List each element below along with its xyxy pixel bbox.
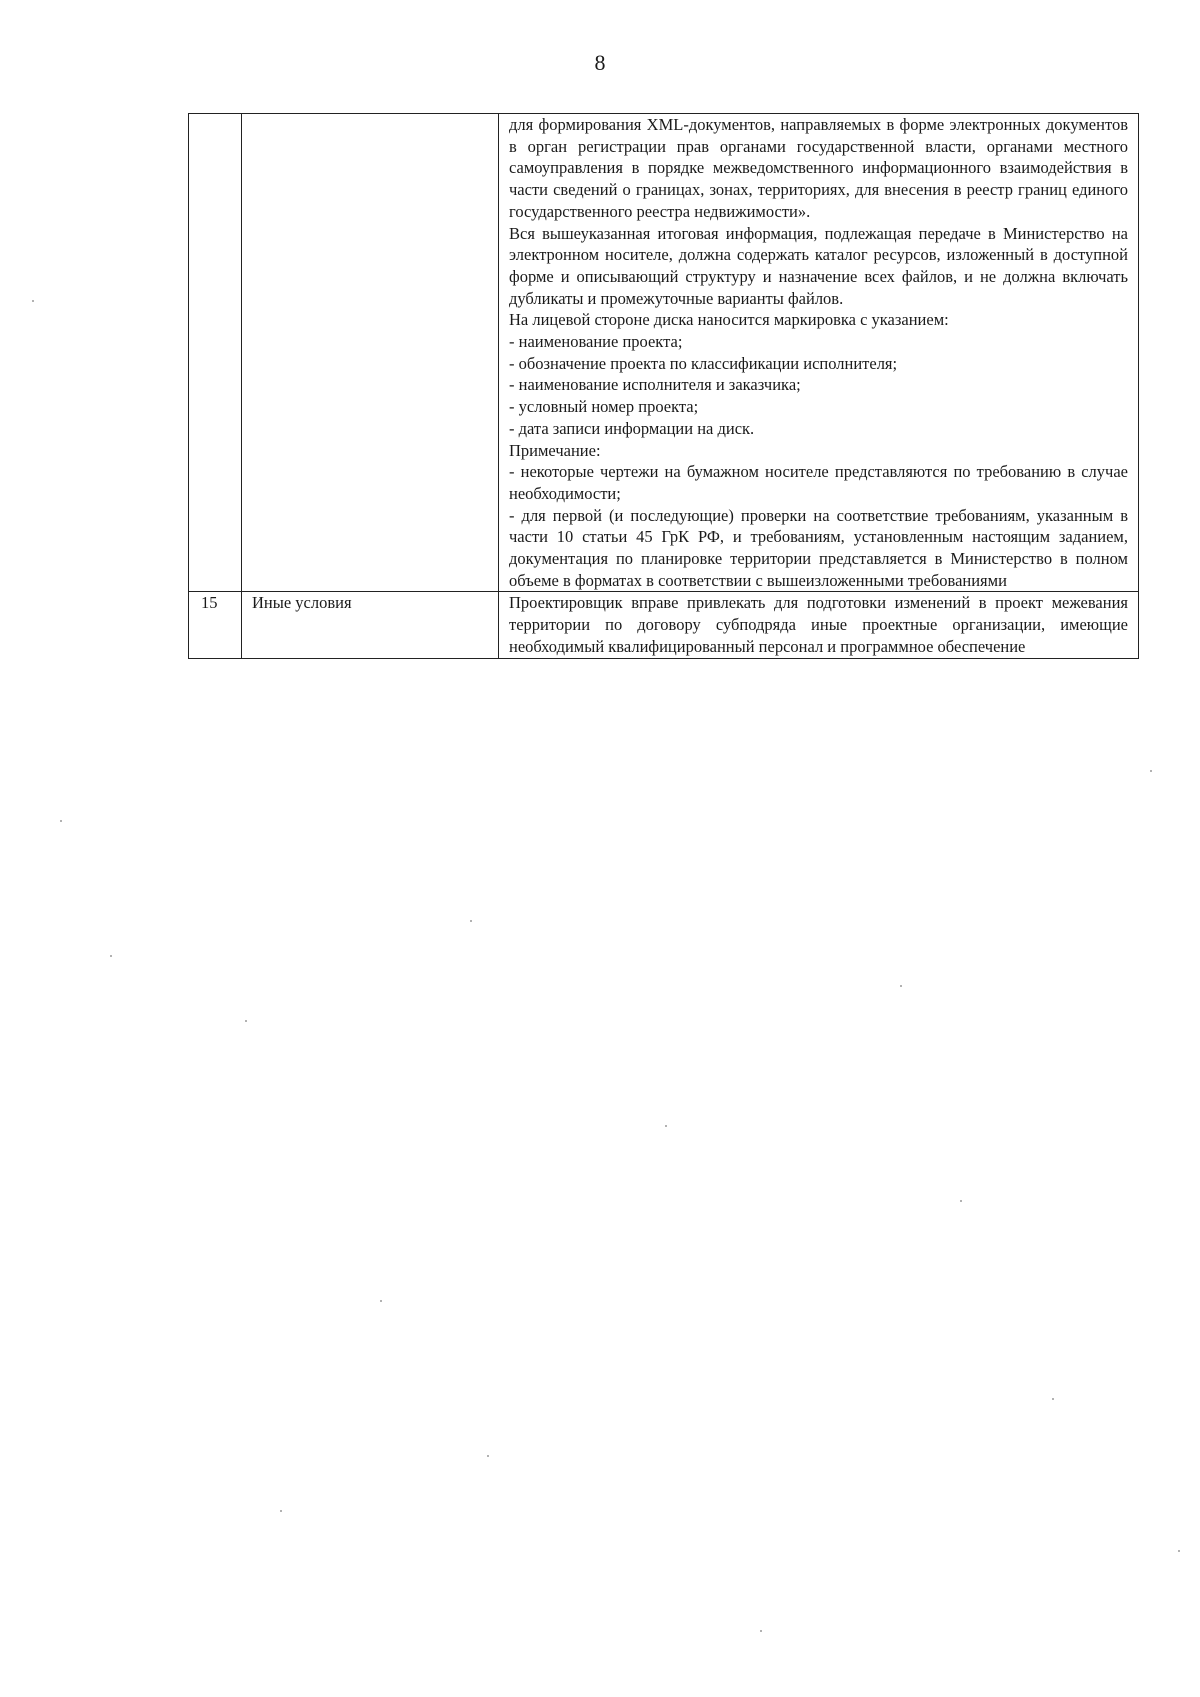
scan-speck <box>110 955 112 957</box>
scan-speck <box>32 300 34 302</box>
scan-speck <box>470 920 472 922</box>
row-number-cell: 15 <box>189 592 242 658</box>
scan-speck <box>245 1020 247 1022</box>
page-number: 8 <box>594 50 606 75</box>
paragraph: для формирования XML-документов, направляемых в форме электронных документов в орган регистрации прав органами государственной власти, органами местного самоуправления в порядке межведомственного информационного взаимодействия в части сведений о границах, зонах, территориях, для внесения в реестр границ единого государственного реестра недвижимости». <box>509 115 1128 221</box>
row-content-cell <box>499 592 1139 658</box>
row-content-cell <box>499 114 1139 592</box>
scan-speck <box>960 1200 962 1202</box>
table-row <box>189 592 1139 658</box>
scan-speck <box>665 1125 667 1127</box>
list-item: - обозначение проекта по классификации исполнителя; <box>509 353 898 373</box>
list-item: - наименование проекта; <box>509 332 683 352</box>
list-item: - для первой (и последующие) проверки на соответствие требованиям, указанным в части 10 статьи 45 ГрК РФ, и требованиям, установленным настоящим заданием, документация по планировке территории представляется в Министерство в полном объеме в форматах в соответствии с вышеизложенными требованиями <box>509 505 1128 590</box>
scan-speck <box>1150 770 1152 772</box>
row-name-cell <box>242 114 499 592</box>
row-name-cell: Иные условия <box>242 592 499 658</box>
scan-speck <box>760 1630 762 1632</box>
list-item: - условный номер проекта; <box>509 397 699 417</box>
requirements-table <box>188 113 1139 659</box>
table-row <box>189 114 1139 592</box>
scan-speck <box>280 1510 282 1512</box>
list-item: - наименование исполнителя и заказчика; <box>509 375 801 395</box>
scan-speck <box>487 1455 489 1457</box>
note-heading: Примечание: <box>509 440 601 460</box>
scan-speck <box>900 985 902 987</box>
scan-speck <box>380 1300 382 1302</box>
row-number-cell <box>189 114 242 592</box>
paragraph: Проектировщик вправе привлекать для подготовки изменений в проект межевания территории по договору субподряда иные проектные организации, имеющие необходимый квалифицированный персонал и программное обеспечение <box>509 593 1128 656</box>
scan-speck <box>60 820 62 822</box>
scan-speck <box>1052 1398 1054 1400</box>
list-item: - дата записи информации на диск. <box>509 418 755 438</box>
scan-speck <box>1178 1550 1180 1552</box>
list-item: - некоторые чертежи на бумажном носителе представляются по требованию в случае необходимости; <box>509 462 1128 503</box>
paragraph: На лицевой стороне диска наносится маркировка с указанием: <box>509 310 949 330</box>
paragraph: Вся вышеуказанная итоговая информация, подлежащая передаче в Министерство на электронном носителе, должна содержать каталог ресурсов, изложенный в доступной форме и описывающий структуру и назначение всех файлов, и не должна включать дубликаты и промежуточные варианты файлов. <box>509 223 1128 308</box>
